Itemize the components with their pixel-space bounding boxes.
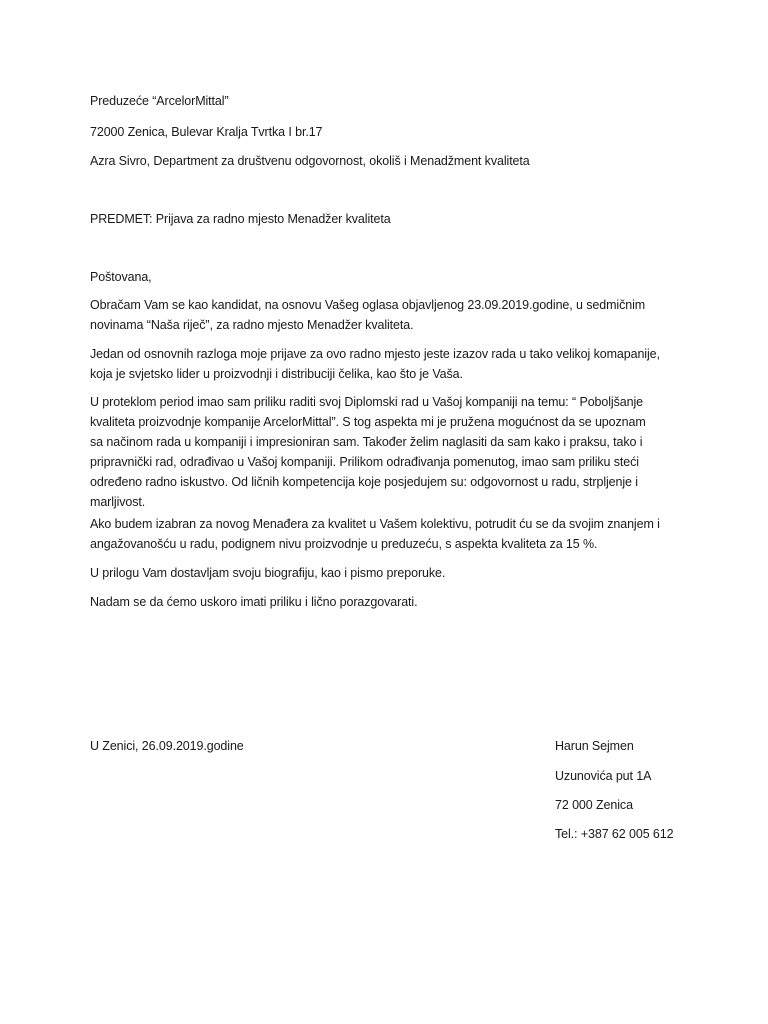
paragraph-line: sa načinom rada u kompaniji i impresioniran sam. Također želim naglasiti da sam kako i praksu, tako i: [90, 435, 643, 449]
sender-name: Harun Sejmen: [555, 739, 634, 753]
sender-phone: Tel.: +387 62 005 612: [555, 827, 674, 841]
sender-city: 72 000 Zenica: [555, 798, 633, 812]
paragraph-line: U proteklom period imao sam priliku raditi svoj Diplomski rad u Vašoj kompaniji na temu: “ Poboljšanje: [90, 395, 643, 409]
recipient-contact: Azra Sivro, Department za društvenu odgovornost, okoliš i Menadžment kvaliteta: [90, 154, 530, 168]
paragraph-line: kvaliteta proizvodnje kompanije ArcelorMittal”. S tog aspekta mi je pružena mogućnost da se upoznam: [90, 415, 646, 429]
body-paragraph-6: [90, 592, 690, 612]
salutation: Poštovana,: [90, 270, 152, 284]
paragraph-line: određeno radno iskustvo. Od ličnih kompetencija koje posjedujem su: odgovornost u radu, strpljenje i: [90, 475, 638, 489]
subject-line: PREDMET: Prijava za radno mjesto Menadžer kvaliteta: [90, 212, 391, 226]
paragraph-line: Ako budem izabran za novog Menađera za kvalitet u Vašem kolektivu, potrudit ću se da svojim znanjem i: [90, 517, 660, 531]
body-paragraph-1: [90, 295, 690, 335]
paragraph-line: Nadam se da ćemo uskoro imati priliku i lično porazgovarati.: [90, 595, 418, 609]
paragraph-line: Jedan od osnovnih razloga moje prijave za ovo radno mjesto jeste izazov rada u tako velikoj komapanije,: [90, 347, 660, 361]
recipient-company: Preduzeće “ArcelorMittal”: [90, 94, 229, 108]
recipient-address: 72000 Zenica, Bulevar Kralja Tvrtka I br.17: [90, 125, 323, 139]
body-paragraph-5: [90, 563, 690, 583]
body-paragraph-4: [90, 514, 690, 554]
paragraph-line: marljivost.: [90, 495, 146, 509]
place-and-date: U Zenici, 26.09.2019.godine: [90, 739, 244, 753]
body-paragraph-3: [90, 392, 690, 512]
paragraph-line: Obračam Vam se kao kandidat, na osnovu Vašeg oglasa objavljenog 23.09.2019.godine, u sedmičnim: [90, 298, 646, 312]
body-paragraph-2: [90, 344, 690, 384]
paragraph-line: angažovanošću u radu, podignem nivu proizvodnje u preduzeću, s aspekta kvaliteta za 15 %.: [90, 537, 598, 551]
paragraph-line: pripravnički rad, odrađivao u Vašoj kompaniji. Prilikom odrađivanja pomenutog, imao sam priliku steći: [90, 455, 639, 469]
paragraph-line: novinama “Naša riječ”, za radno mjesto Menadžer kvaliteta.: [90, 318, 414, 332]
paragraph-line: koja je svjetsko lider u proizvodnji i distribuciji čelika, kao što je Vaša.: [90, 367, 463, 381]
sender-street: Uzunovića put 1A: [555, 769, 652, 783]
paragraph-line: U prilogu Vam dostavljam svoju biografiju, kao i pismo preporuke.: [90, 566, 446, 580]
